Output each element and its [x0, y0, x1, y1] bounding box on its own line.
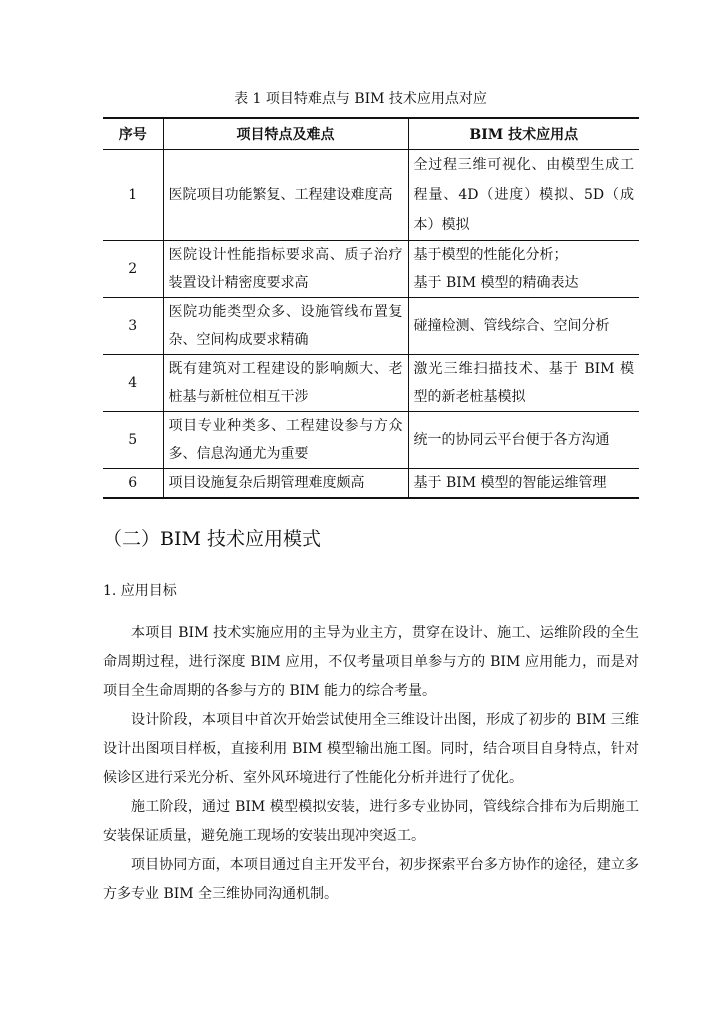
row-application: 碰撞检测、管线综合、空间分析	[408, 298, 639, 355]
subheading: 1. 应用目标	[103, 583, 177, 599]
row-number: 2	[103, 241, 163, 298]
table-row	[103, 241, 639, 298]
body-text	[103, 619, 639, 909]
features-table	[103, 117, 639, 499]
table-row	[103, 412, 639, 469]
row-application: 统一的协同云平台便于各方沟通	[408, 412, 639, 469]
row-feature: 医院项目功能繁复、工程建设难度高	[163, 150, 408, 241]
table-row	[103, 150, 639, 241]
row-number: 4	[103, 355, 163, 412]
row-feature: 既有建筑对工程建设的影响颇大、老桩基与新桩位相互干涉	[163, 355, 408, 412]
section-title: （二）BIM 技术应用模式	[103, 528, 321, 550]
row-feature: 医院设计性能指标要求高、质子治疗装置设计精密度要求高	[163, 241, 408, 298]
paragraph: 本项目 BIM 技术实施应用的主导为业主方，贯穿在设计、施工、运维阶段的全生命周期过程，进行深度 BIM 应用，不仅考量项目单参与方的 BIM 应用能力，而是对项目全生命周期的各参与方的 BIM 能力的综合考量。	[103, 625, 639, 699]
paragraph: 施工阶段，通过 BIM 模型模拟安装，进行多专业协同，管线综合排布为后期施工安装保证质量，避免施工现场的安装出现冲突返工。	[103, 799, 639, 844]
row-number: 3	[103, 298, 163, 355]
row-application: 激光三维扫描技术、基于 BIM 模型的新老桩基模拟	[408, 355, 639, 412]
row-feature: 项目设施复杂后期管理难度颇高	[163, 469, 408, 499]
row-feature: 项目专业种类多、工程建设参与方众多、信息沟通尤为重要	[163, 412, 408, 469]
row-number: 5	[103, 412, 163, 469]
row-application: 基于 BIM 模型的智能运维管理	[408, 469, 639, 499]
paragraph: 设计阶段，本项目中首次开始尝试使用全三维设计出图，形成了初步的 BIM 三维设计出图项目样板，直接利用 BIM 模型输出施工图。同时，结合项目自身特点，针对候诊区进行采光分析、室外风环境进行了性能化分析并进行了优化。	[103, 712, 639, 786]
table-caption: 表 1 项目特难点与 BIM 技术应用点对应	[234, 91, 487, 107]
table-row	[103, 355, 639, 412]
table-row	[103, 469, 639, 499]
row-feature: 医院功能类型众多、设施管线布置复杂、空间构成要求精确	[163, 298, 408, 355]
table-row	[103, 298, 639, 355]
header-feature: 项目特点及难点	[163, 118, 408, 150]
row-application: 基于模型的性能化分析； 基于 BIM 模型的精确表达	[408, 241, 639, 298]
header-number: 序号	[103, 118, 163, 150]
row-application: 全过程三维可视化、由模型生成工程量、4D（进度）模拟、5D（成本）模拟	[408, 150, 639, 241]
table-header-row	[103, 118, 639, 150]
header-application: BIM 技术应用点	[408, 118, 639, 150]
row-number: 1	[103, 150, 163, 241]
paragraph: 项目协同方面，本项目通过自主开发平台，初步探索平台多方协作的途径，建立多方多专业 BIM 全三维协同沟通机制。	[103, 857, 639, 902]
row-number: 6	[103, 469, 163, 499]
